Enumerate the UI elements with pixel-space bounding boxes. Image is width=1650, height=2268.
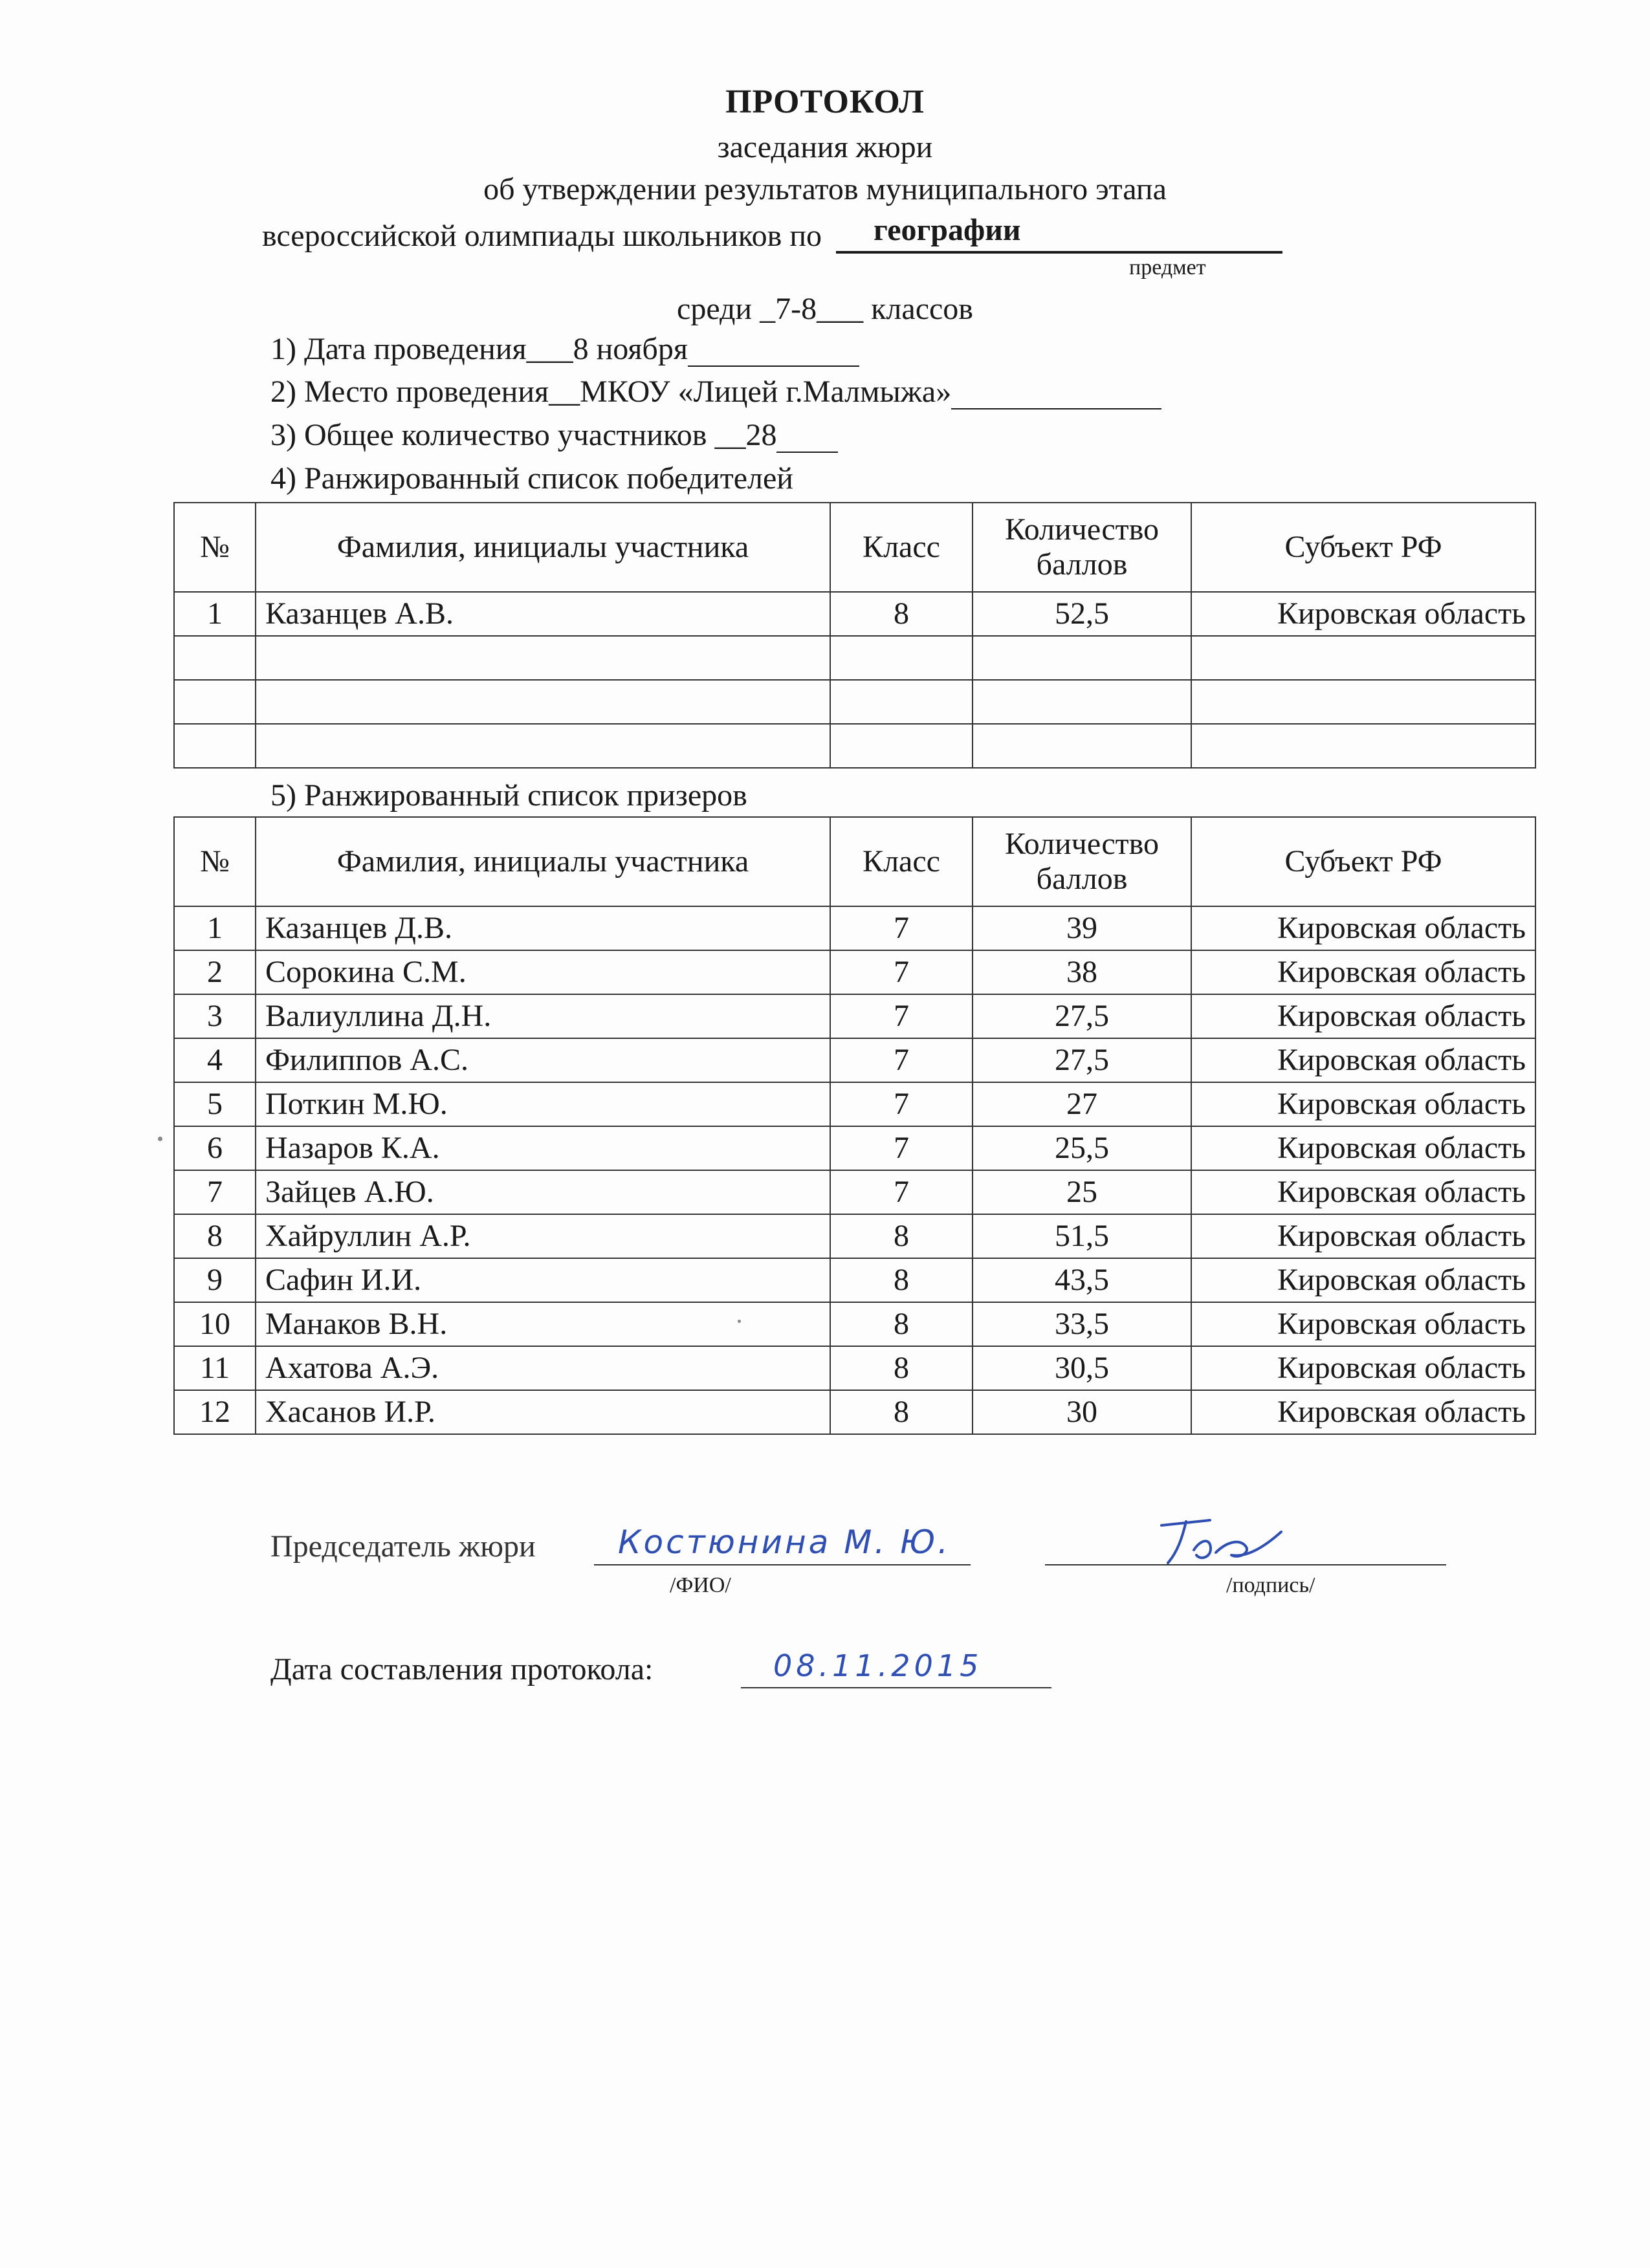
cell-class [830,636,973,680]
cell-name [256,680,830,724]
cell-name: Казанцев А.В. [256,592,830,636]
cell-class: 8 [830,1302,973,1346]
cell-num: 11 [174,1346,256,1390]
cell-class [830,724,973,768]
prizers-heading: 5) Ранжированный список призеров [270,778,747,812]
cell-region: Кировская область [1191,1126,1535,1170]
cell-name: Назаров К.А. [256,1126,830,1170]
cell-num: 12 [174,1390,256,1434]
table-row [174,636,1535,680]
cell-name [256,724,830,768]
table-row [174,994,1535,1038]
cell-region: Кировская область [1191,1082,1535,1126]
signature-mark-icon [1149,1512,1291,1571]
cell-score: 25,5 [973,1126,1191,1170]
event-date-value: 8 ноября [573,332,688,366]
participants-count-label: 3) Общее количество участников __ [270,418,746,452]
cell-name: Сорокина С.М. [256,950,830,994]
cell-name: Поткин М.Ю. [256,1082,830,1126]
cell-class: 7 [830,994,973,1038]
table-row [174,1126,1535,1170]
scan-speck [738,1320,741,1323]
protocol-date-handwritten: 08.11.2015 [773,1648,983,1683]
cell-class: 8 [830,1390,973,1434]
event-date-fill [688,336,859,367]
cell-score [973,680,1191,724]
cell-class: 7 [830,1038,973,1082]
subtitle-meeting: заседания жюри [717,130,933,164]
cell-class: 8 [830,592,973,636]
cell-num: 6 [174,1126,256,1170]
table-row [174,906,1535,950]
cell-name: Хайруллин А.Р. [256,1214,830,1258]
event-place-label: 2) Место проведения__ [270,375,580,409]
subtitle-purpose: об утверждении результатов муниципального этапа [483,172,1167,206]
cell-num: 5 [174,1082,256,1126]
cell-class [830,680,973,724]
cell-score: 27,5 [973,1038,1191,1082]
table-row [174,592,1535,636]
col-header-score [973,817,1191,906]
subject-value: географии [874,213,1021,247]
cell-class: 8 [830,1214,973,1258]
cell-class: 7 [830,906,973,950]
cell-name: Манаков В.Н. [256,1302,830,1346]
event-place-value: МКОУ «Лицей г.Малмыжа» [580,375,952,409]
table-row [174,1214,1535,1258]
cell-name: Ахатова А.Э. [256,1346,830,1390]
cell-num [174,724,256,768]
cell-score [973,636,1191,680]
cell-name: Хасанов И.Р. [256,1390,830,1434]
winners-header-row [174,503,1535,592]
cell-region: Кировская область [1191,950,1535,994]
col-header-class: Класс [830,503,973,592]
col-header-num: № [174,503,256,592]
scan-speck [158,1137,162,1141]
chair-label: Председатель жюри [270,1529,536,1564]
cell-score: 52,5 [973,592,1191,636]
cell-name [256,636,830,680]
cell-region: Кировская область [1191,1390,1535,1434]
participants-count-line [270,417,838,453]
cell-num: 4 [174,1038,256,1082]
col-header-region: Субъект РФ [1191,817,1535,906]
col-header-name: Фамилия, инициалы участника [256,817,830,906]
col-header-score [973,503,1191,592]
cell-region: Кировская область [1191,1258,1535,1302]
signature-caption: /подпись/ [1226,1573,1315,1597]
cell-region: Кировская область [1191,1170,1535,1214]
cell-score: 39 [973,906,1191,950]
prizers-header-row [174,817,1535,906]
table-row [174,1170,1535,1214]
cell-num: 1 [174,592,256,636]
cell-class: 7 [830,1170,973,1214]
cell-num: 2 [174,950,256,994]
cell-name: Зайцев А.Ю. [256,1170,830,1214]
col-header-score-line1: Количество [1005,827,1159,861]
table-row [174,724,1535,768]
cell-num: 1 [174,906,256,950]
cell-name: Сафин И.И. [256,1258,830,1302]
fio-caption: /ФИО/ [670,1573,731,1597]
table-row [174,1346,1535,1390]
cell-num: 10 [174,1302,256,1346]
cell-num: 8 [174,1214,256,1258]
cell-region: Кировская область [1191,1214,1535,1258]
subtitle-olympiad [262,213,1282,254]
event-date-label: 1) Дата проведения___ [270,332,573,366]
col-header-class: Класс [830,817,973,906]
protocol-date-label: Дата составления протокола: [270,1652,654,1686]
olympiad-prefix: всероссийской олимпиады школьников по [262,219,822,253]
table-row [174,1082,1535,1126]
event-date-line [270,331,859,367]
cell-region: Кировская область [1191,994,1535,1038]
cell-num [174,680,256,724]
cell-score: 30 [973,1390,1191,1434]
cell-region [1191,724,1535,768]
table-row [174,1390,1535,1434]
cell-score [973,724,1191,768]
grades-value: 7-8 [775,292,817,326]
chair-fio-handwritten: Костюнина М. Ю. [618,1523,951,1561]
cell-score: 33,5 [973,1302,1191,1346]
cell-region: Кировская область [1191,1038,1535,1082]
table-row [174,1302,1535,1346]
grades-prefix: среди _ [677,292,776,326]
col-header-region: Субъект РФ [1191,503,1535,592]
cell-name: Филиппов А.С. [256,1038,830,1082]
cell-num: 3 [174,994,256,1038]
col-header-name: Фамилия, инициалы участника [256,503,830,592]
subject-field [836,213,1282,254]
event-place-fill [951,378,1161,409]
cell-class: 7 [830,1082,973,1126]
cell-num: 7 [174,1170,256,1214]
col-header-score-line2: баллов [1036,547,1128,582]
cell-name: Казанцев Д.В. [256,906,830,950]
col-header-score-line1: Количество [1005,512,1159,547]
cell-num: 9 [174,1258,256,1302]
cell-score: 25 [973,1170,1191,1214]
cell-class: 8 [830,1258,973,1302]
table-row [174,950,1535,994]
cell-score: 43,5 [973,1258,1191,1302]
participants-count-fill [776,422,838,453]
cell-num [174,636,256,680]
cell-score: 27,5 [973,994,1191,1038]
grades-suffix: ___ классов [817,292,973,326]
cell-class: 8 [830,1346,973,1390]
cell-score: 51,5 [973,1214,1191,1258]
cell-score: 30,5 [973,1346,1191,1390]
protocol-date-underline [741,1687,1051,1688]
cell-region: Кировская область [1191,1302,1535,1346]
cell-region [1191,680,1535,724]
event-place-line [270,374,1161,409]
chair-fio-underline [594,1564,971,1565]
cell-region: Кировская область [1191,1346,1535,1390]
cell-name: Валиуллина Д.Н. [256,994,830,1038]
cell-region: Кировская область [1191,592,1535,636]
table-row [174,680,1535,724]
prizers-table [173,816,1536,1435]
cell-score: 27 [973,1082,1191,1126]
cell-class: 7 [830,950,973,994]
subject-caption: предмет [1129,256,1206,279]
winners-heading: 4) Ранжированный список победителей [270,461,793,496]
cell-region: Кировская область [1191,906,1535,950]
col-header-num: № [174,817,256,906]
table-row [174,1258,1535,1302]
table-row [174,1038,1535,1082]
cell-region [1191,636,1535,680]
cell-score: 38 [973,950,1191,994]
document-title: ПРОТОКОЛ [725,83,925,120]
cell-class: 7 [830,1126,973,1170]
grades-line [0,291,1650,327]
participants-count-value: 28 [745,418,777,452]
winners-table [173,502,1536,769]
col-header-score-line2: баллов [1036,862,1128,896]
